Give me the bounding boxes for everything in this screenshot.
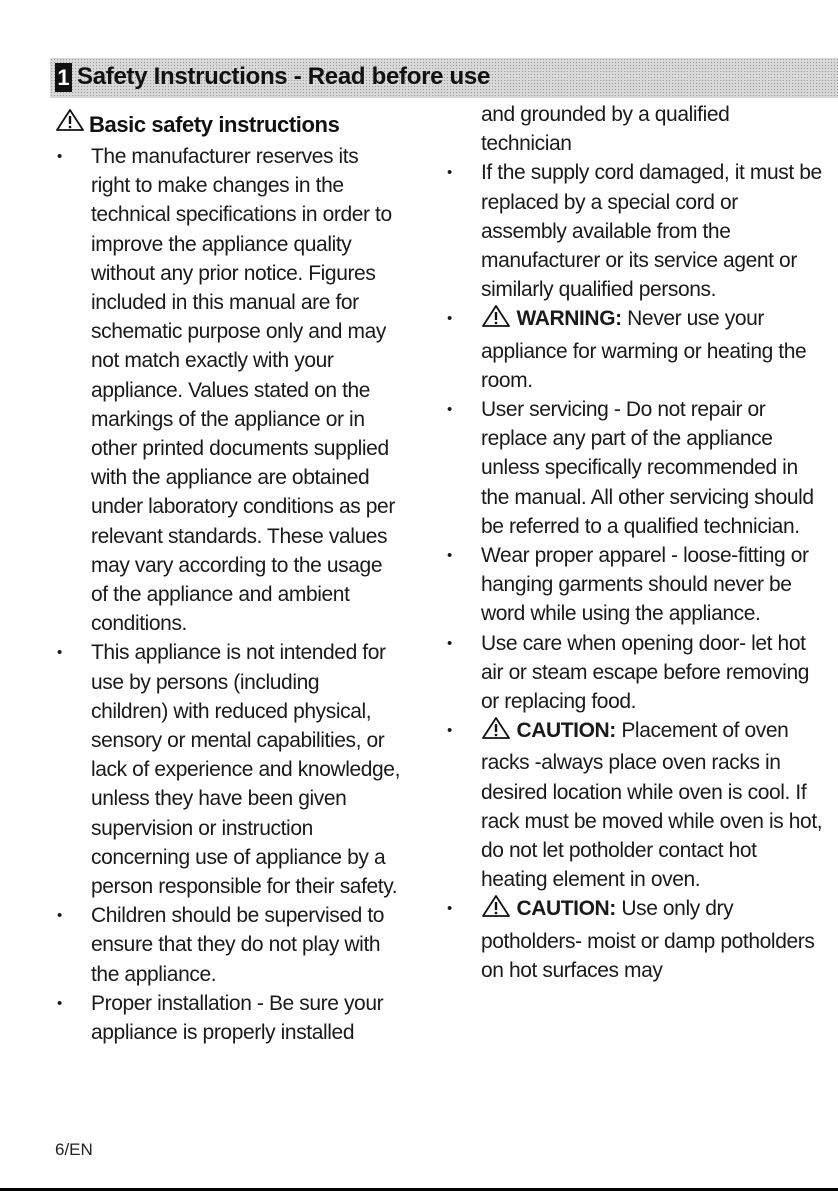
caution-item (445, 894, 825, 985)
page-number: 6/EN (55, 1140, 93, 1159)
list-item-text: The manufacturer reserves its right to make changes in the technical specifications in order to improve the appliance quality without any prior notice. Figures included in this manual are for schematic purpose only and may not match exactly with your appliance. Values stated on the markings of the appliance or in other printed documents supplied with the appliance are obtained under laboratory conditions as per relevant standards. These values may vary according to the usage of the appliance and ambient conditions. (91, 145, 395, 636)
list-item (55, 142, 400, 638)
warning-item (445, 304, 825, 395)
list-item (445, 629, 825, 717)
list-item-text: Proper installation - Be sure your appliance is properly installed (91, 991, 384, 1045)
left-column (55, 108, 400, 1047)
bullet-glyph: • (447, 722, 452, 740)
list-item (445, 395, 825, 541)
list-item-text: Placement of oven racks -always place oven racks in desired location while oven is cool. If rack must be moved while oven is hot, do not let potholder contact hot heating element in oven. (481, 719, 823, 892)
list-item (445, 541, 825, 629)
basic-safety-heading (55, 108, 400, 142)
list-item (55, 989, 400, 1047)
list-item-text: Never use your appliance for warming or heating the room. (481, 307, 807, 392)
list-item (55, 638, 400, 901)
list-item-text: User servicing - Do not repair or replace any part of the appliance unless specifically recommended in the manual. All other servicing should be referred to a qualified technician. (481, 398, 814, 538)
left-bullet-list (55, 142, 400, 1047)
right-column (445, 100, 825, 985)
list-item (445, 158, 825, 304)
warning-triangle-icon (481, 304, 511, 336)
continued-text: and grounded by a qualified technician (481, 103, 730, 156)
bullet-glyph: • (447, 900, 452, 918)
list-item-text: If the supply cord damaged, it must be replaced by a special cord or assembly available from the manufacturer or its service agent or similarly qualified persons. (481, 161, 822, 302)
section-number: 1 (55, 63, 72, 92)
list-item-text: Use care when opening door- let hot air or steam escape before removing or replacing food. (481, 631, 809, 714)
bullet-glyph: • (57, 148, 62, 165)
list-item-text: Children should be supervised to ensure that they do not play with the appliance. (91, 904, 385, 986)
subheading-text: Basic safety instructions (89, 112, 340, 137)
caution-label: CAUTION: (516, 719, 616, 743)
bullet-glyph: • (57, 994, 62, 1012)
warning-triangle-icon (55, 108, 85, 142)
bullet-glyph: • (57, 907, 62, 925)
caution-item (445, 716, 825, 894)
list-item (55, 901, 400, 989)
list-item-text: Use only dry potholders- moist or damp potholders on hot surfaces may (481, 897, 815, 982)
warning-triangle-icon (481, 894, 511, 926)
caution-label: CAUTION: (516, 897, 616, 921)
list-item-text: This appliance is not intended for use by persons (including children) with reduced physical, sensory or mental capabilities, or lack of experience and knowledge, unless they have been given supervision or instruction concerning use of appliance by a person responsible for their safety. (91, 641, 401, 899)
bullet-glyph: • (447, 634, 452, 652)
warning-triangle-icon (481, 716, 511, 748)
list-item-text: Wear proper apparel - loose-fitting or hanging garments should never be word while using the appliance. (481, 544, 809, 626)
bullet-glyph: • (57, 644, 62, 662)
bullet-glyph: • (447, 401, 452, 419)
section-title: Safety Instructions - Read before use (77, 63, 491, 90)
bullet-glyph: • (447, 310, 452, 328)
right-bullet-list (445, 158, 825, 985)
bullet-glyph: • (447, 547, 452, 565)
warning-label: WARNING: (516, 307, 622, 331)
bullet-glyph: • (447, 164, 452, 182)
